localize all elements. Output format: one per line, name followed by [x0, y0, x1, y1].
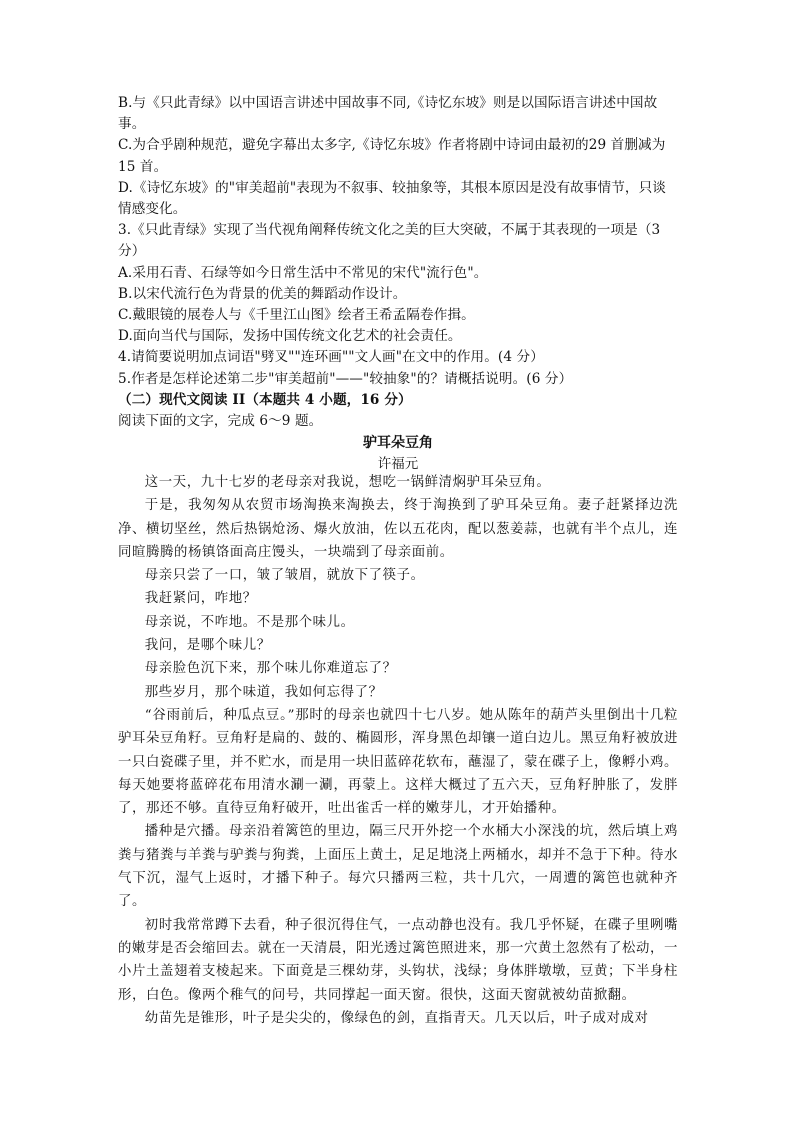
story-paragraph: “谷雨前后，种瓜点豆。”那时的母亲也就四十七八岁。她从陈年的葫芦头里倒出十几粒驴耳朵豆角籽。豆角籽是扁的、鼓的、椭圆形，浑身黑色却镶一道白边儿。黑豆角籽被放进一只白瓷碟子里，并不贮水，而是用一块旧蓝碎花软布，蘸湿了，蒙在碟子上，像孵小鸡。每天她要将蓝碎花布用清水涮一涮，再蒙上。这样大概过了五六天，豆角籽肿胀了，发胖了，那还不够。直待豆角籽破开，吐出雀舌一样的嫩芽儿，才开始播种。 [118, 707, 678, 817]
story-title: 驴耳朵豆角 [363, 435, 433, 451]
option-b: B.与《只此青绿》以中国语言讲述中国故事不同,《诗忆东坡》则是以国际语言讲述中国故事。 [118, 95, 658, 133]
story-paragraph: 于是，我匆匆从农贸市场淘换来淘换去，终于淘换到了驴耳朵豆角。妻子赶紧择边洗净、横切坚丝，然后热锅炝汤、爆火放油，佐以五花肉，配以葱姜蒜，也就有半个点儿，连同暄腾腾的杨镇饹面高庄馒头，一块端到了母亲面前。 [118, 498, 678, 560]
story-paragraph: 母亲脸色沉下来，那个味儿你难道忘了？ [144, 661, 397, 677]
story-paragraph: 母亲只尝了一口，皱了皱眉，就放下了筷子。 [144, 568, 425, 584]
q3-option-a: A.采用石青、石绿等如今日常生活中不常见的宋代"流行色"。 [118, 264, 488, 281]
story-paragraph: 幼苗先是锥形，叶子是尖尖的，像绿色的剑，直指青天。几天以后，叶子成对成对 [144, 1010, 649, 1026]
q3-option-c: C.戴眼镜的展卷人与《千里江山图》绘者王希孟隔卷作揖。 [118, 307, 475, 324]
q3-option-d: D.面向当代与国际，发扬中国传统文化艺术的社会责任。 [118, 328, 462, 345]
option-d: D.《诗忆东坡》的"审美超前"表现为不叙事、较抽象等，其根本原因是没有故事情节，只谈情感变化。 [118, 179, 666, 218]
section-heading: （二）现代文阅读 II（本题共 4 小题，16 分） [118, 391, 412, 408]
story-paragraph: 这一天，九十七岁的老母亲对我说，想吃一锅鲜清焖驴耳朵豆角。 [144, 475, 551, 490]
option-c: C.为合乎剧种规范，避免字幕出太多字,《诗忆东坡》作者将剧中诗词由最初的29 首删减为15 首。 [118, 137, 666, 175]
question-3: 3.《只此青绿》实现了当代视角阐释传统文化之美的巨大突破，不属于其表现的一项是（3 分） [118, 222, 661, 260]
story-body [118, 471, 678, 1030]
story-paragraph: 母亲说，不咋地。不是那个味儿。 [144, 614, 355, 630]
story-paragraph: 播种是穴播。母亲沿着篱笆的里边，隔三尺开外挖一个水桶大小深浅的坑，然后填上鸡粪与猪粪与羊粪与驴粪与狗粪，上面压上黄土，足足地浇上两桶水，却并不急于下种。待水气下沉，湿气上返时，才播下种子。每穴只播两三粒，共十几穴，一周遭的篱笆也就种齐了。 [118, 824, 678, 910]
story-paragraph: 初时我常常蹲下去看，种子很沉得住气，一点动静也没有。我几乎怀疑，在碟子里咧嘴的嫩芽是否会缩回去。就在一天清晨，阳光透过篱笆照进来，那一穴黄土忽然有了松动，一小片土盖翅着支棱起来。下面竟是三棵幼芽，头钩状，浅绿；身体胖墩墩，豆黄；下半身柱形，白色。像两个稚气的问号，共同撑起一面天窗。很快，这面天窗就被幼苗掀翻。 [118, 917, 678, 1003]
story-paragraph: 那些岁月，那个味道，我如何忘得了？ [144, 684, 383, 700]
question-4: 4.请简要说明加点词语"劈叉""连环画""文人画"在文中的作用。(4 分） [118, 349, 544, 366]
question-5: 5.作者是怎样论述第二步"审美超前"——"较抽象"的？请概括说明。(6 分） [118, 370, 573, 387]
story-author: 许福元 [377, 456, 419, 472]
instruction: 阅读下面的文字，完成 6～9 题。 [118, 413, 323, 430]
question-block [118, 93, 678, 432]
story-paragraph: 我赶紧问，咋地？ [144, 591, 257, 607]
story-paragraph: 我问，是哪个味儿？ [144, 638, 271, 654]
q3-option-b: B.以宋代流行色为背景的优美的舞蹈动作设计。 [118, 285, 407, 302]
